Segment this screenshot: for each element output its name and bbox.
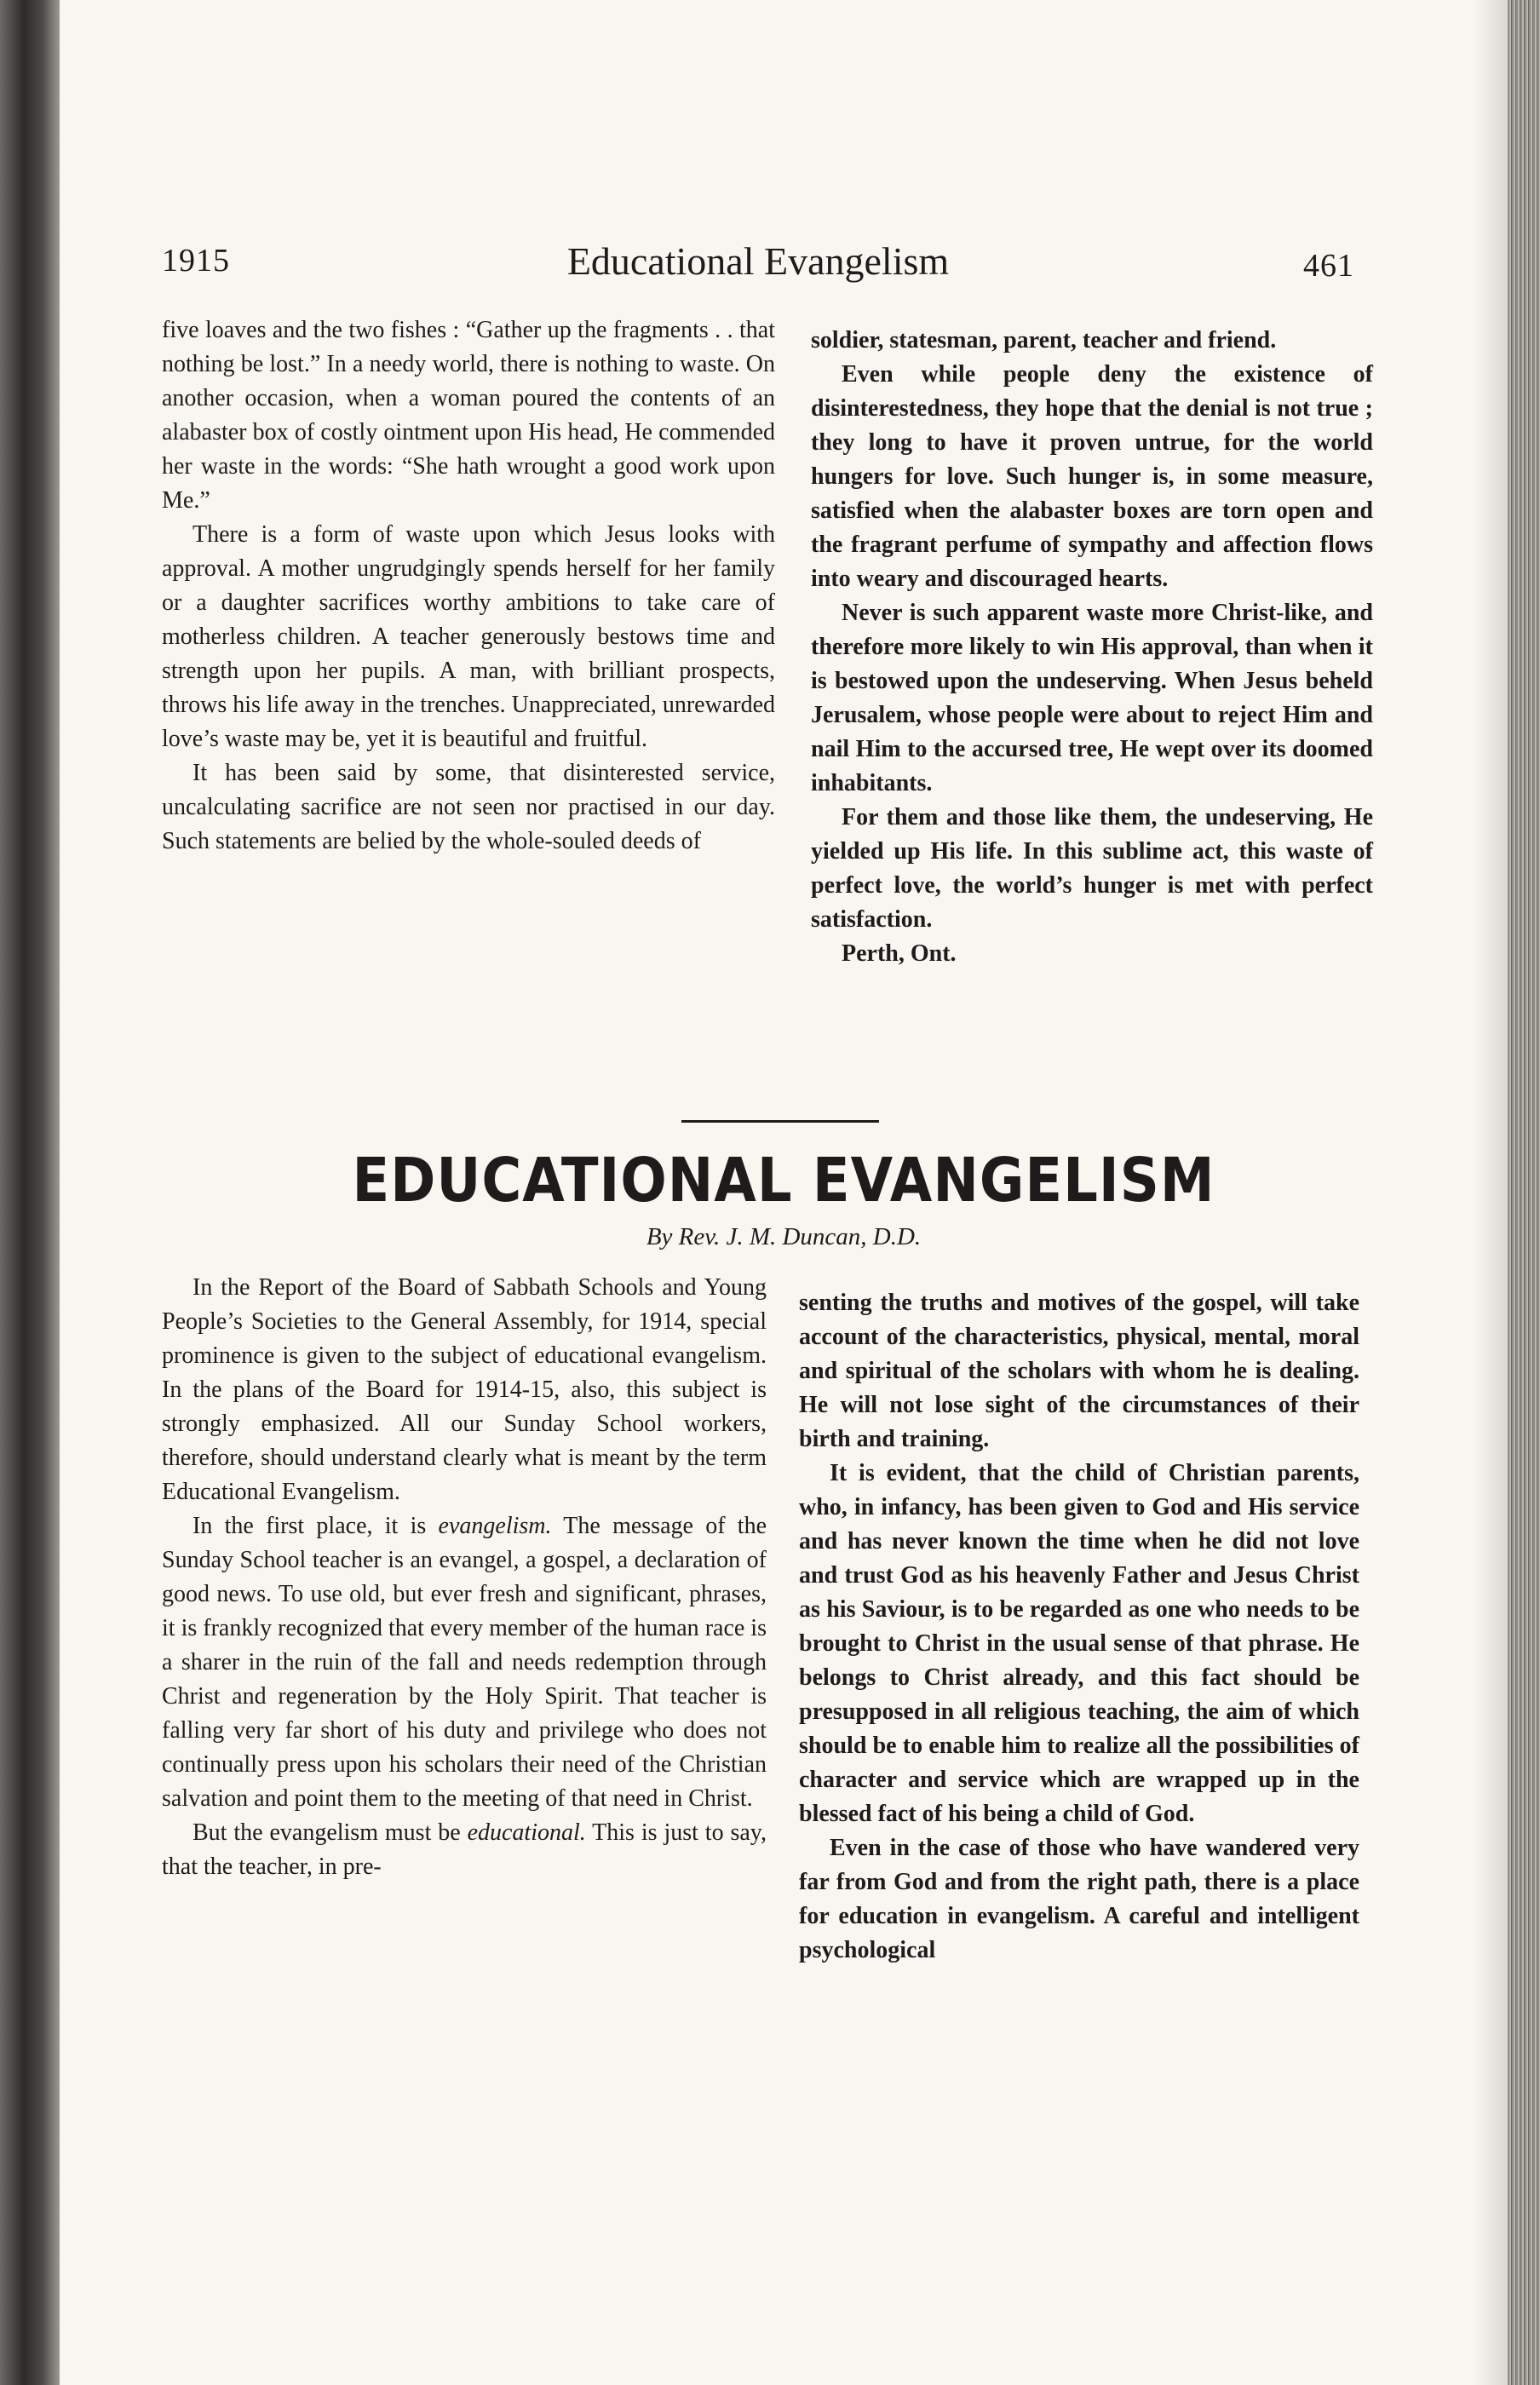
article-title: EDUCATIONAL EVANGELISM (352, 1146, 1215, 1216)
running-head (162, 238, 1354, 290)
section-divider (681, 1120, 879, 1123)
paragraph: Never is such apparent waste more Christ-like, and therefore more likely to win His approval, than when it is bestowed upon the undeserving. When Jesus beheld Jerusalem, whose people were about to reject Him and nail Him to the accursed tree, He wept over its doomed inhabitants. (811, 600, 1373, 796)
paragraph: soldier, statesman, parent, teacher and friend. (811, 327, 1277, 353)
running-head-title: Educational Evangelism (566, 239, 950, 283)
article-left-column (162, 1271, 767, 1884)
previous-article-right-column (811, 324, 1373, 971)
paragraph: In the Report of the Board of Sabbath Schools and Young People’s Societies to the General Assembly, for 1914, special prominence is given to the subject of educational evangelism. In the plans of the Board for 1914-15, also, this subject is strongly emphasized. All our Sunday School workers, therefore, should understand clearly what is meant by the term Educational Evangelism. (162, 1274, 767, 1505)
book-page (60, 0, 1508, 2385)
paragraph: five loaves and the two fishes : “Gather up the fragments . . that nothing be lost.” In a needy world, there is nothing to waste. On another occasion, when a woman poured the contents of an alabaster box of costly ointment upon His head, He commended her waste in the words: “She hath wrought a good work upon Me.” (162, 317, 775, 514)
paragraph: Even while people deny the existence of disinterestedness, they hope that the denial is not true ; they long to have it proven untrue, for the world hungers for love. Such hunger is, in some measure, satisfied when the alabaster boxes are torn open and the fragrant perfume of sympathy and affection flows into weary and discouraged hearts. (811, 361, 1373, 592)
paragraph: There is a form of waste upon which Jesus looks with approval. A mother ungrudgingly spends herself for her family or a daughter sacrifices worthy ambitions to take care of motherless children. A teacher generously bestows time and strength upon her pupils. A man, with brilliant prospects, throws his life away in the trenches. Unappreciated, unrewarded love’s waste may be, yet it is beautiful and fruitful. (162, 521, 775, 752)
page-number: 461 (1303, 248, 1354, 284)
previous-article-left-column (162, 313, 775, 859)
running-head-year: 1915 (162, 243, 230, 279)
emphasis: evangelism. (438, 1513, 552, 1539)
paragraph (162, 1509, 767, 1816)
article-signoff: Perth, Ont. (842, 940, 957, 967)
paragraph: Even in the case of those who have wandered very far from God and from the right path, there is a place for education in evangelism. A careful and intelligent psychological (799, 1835, 1359, 1963)
text-run: This is just to say, that the teacher, in pre- (162, 1819, 767, 1880)
paragraph: It has been said by some, that disinterested service, uncalculating sacrifice are not seen nor practised in our day. Such statements are belied by the whole-souled deeds of (162, 760, 775, 854)
article-byline: By Rev. J. M. Duncan, D.D. (646, 1223, 922, 1250)
emphasis: educational. (467, 1819, 586, 1846)
book-spine-edge (0, 0, 60, 2385)
paragraph: senting the truths and motives of the gospel, will take account of the characteristics, physical, mental, moral and spiritual of the scholars with whom he is dealing. He will not lose sight of the circumstances of their birth and training. (799, 1290, 1359, 1452)
text-run: But the evangelism must be (192, 1819, 468, 1846)
text-run: The message of the Sunday School teacher is an evangel, a gospel, a declaration of good news. To use old, but ever fresh and significant, phrases, it is frankly recognized that every member of the human race is a sharer in the ruin of the fall and needs redemption through Christ and regeneration by the Holy Spirit. That teacher is falling very far short of his duty and privilege who does not continually press upon his scholars their need of the Christian salvation and point them to the meeting of that need in Christ. (162, 1513, 767, 1812)
article-right-column (799, 1286, 1359, 1968)
paragraph (162, 1816, 767, 1884)
paragraph: It is evident, that the child of Christian parents, who, in infancy, has been given to God and His service and has never known the time when he did not love and trust God as his heavenly Father and Jesus Christ as his Saviour, is to be regarded as one who needs to be brought to Christ in the usual sense of that phrase. He belongs to Christ already, and this fact should be presupposed in all religious teaching, the aim of which should be to enable him to realize all the possibilities of character and service which are wrapped up in the blessed fact of his being a child of God. (799, 1460, 1359, 1827)
text-run: In the first place, it is (192, 1513, 439, 1539)
paragraph: For them and those like them, the undeserving, He yielded up His life. In this sublime act, this waste of perfect love, the world’s hunger is met with perfect satisfaction. (811, 804, 1373, 933)
page-stack-edge (1508, 0, 1540, 2385)
